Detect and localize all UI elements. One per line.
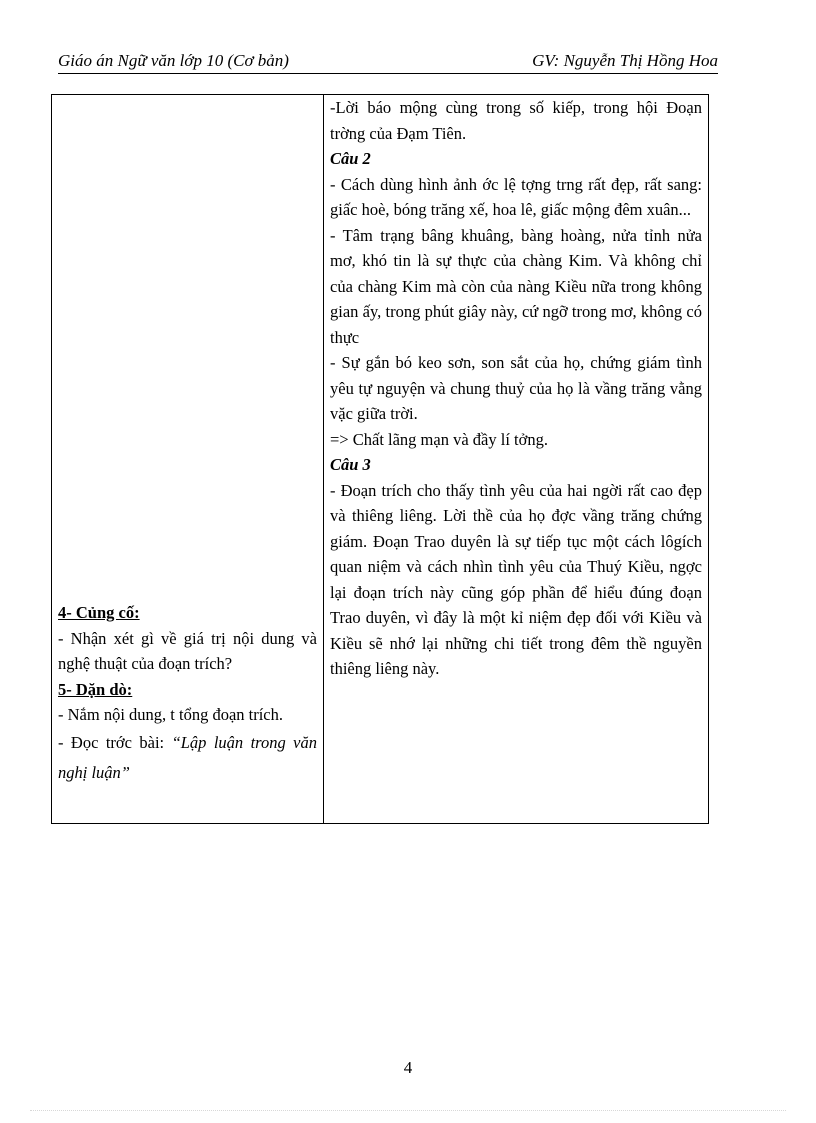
page-header	[58, 48, 718, 74]
section-4-text: - Nhận xét gì về giá trị nội dung và nghệ thuật của đoạn trích?	[58, 628, 317, 673]
page-number: 4	[403, 1058, 413, 1077]
intro-paragraph: -Lời báo mộng cùng trong số kiếp, trong hội Đoạn trờng của Đạm Tiên.	[330, 98, 702, 143]
page-bottom-divider	[30, 1110, 786, 1111]
section-5-text-1: - Nắm nội dung, t tổng đoạn trích.	[58, 705, 284, 724]
question-2-paragraph-3: - Sự gắn bó keo sơn, son sắt của họ, chứng giám tình yêu tự nguyện và chung thuỷ của họ là vầng trăng vằng vặc giữa trời.	[330, 353, 702, 423]
table-row	[52, 95, 709, 824]
question-3-paragraph: - Đoạn trích cho thấy tình yêu của hai ngời rất cao đẹp và thiêng liêng. Lời thề của họ đợc vầng trăng chứng giám. Đoạn Trao duyên là sự tiếp tục một cách lôgích quan niệm và cách nhìn tình yêu của Thuý Kiều, ngợc lại đoạn trích này cũng góp phần để hiểu đúng đoạn Trao duyên, vì đây là một kỉ niệm đẹp đối với Kiều và Kiều sẽ nhớ lại những chi tiết trong đêm thề nguyền thiêng liêng này.	[330, 480, 702, 678]
lesson-table	[51, 94, 709, 824]
question-2-paragraph-1: - Cách dùng hình ảnh ớc lệ tợng trng rất đẹp, rất sang: giấc hoè, bóng trăng xế, hoa lê, giấc mộng đêm xuân...	[330, 174, 702, 219]
question-2-title: Câu 2	[330, 149, 371, 168]
question-3-title: Câu 3	[330, 455, 371, 474]
question-2-paragraph-2: - Tâm trạng bâng khuâng, bàng hoàng, nửa tỉnh nửa mơ, khó tin là sự thực của chàng Kim. Và không chỉ của chàng Kim mà còn của nàng Kiều nữa trong không gian ấy, trong phút giây này, cứ ngỡ trong mơ, không có thực	[330, 225, 702, 347]
header-teacher-name: GV: Nguyễn Thị Hồng Hoa	[532, 51, 718, 70]
header-course-title: Giáo án Ngữ văn lớp 10 (Cơ bản)	[58, 51, 289, 70]
content-column	[324, 95, 709, 824]
activity-column	[52, 95, 324, 824]
section-4-title: 4- Củng cố:	[58, 603, 140, 622]
section-5-title: 5- Dặn dò:	[58, 679, 133, 699]
next-lesson-title: “Lập luận trong văn nghị luận”	[58, 732, 317, 782]
question-2-conclusion: => Chất lãng mạn và đầy lí tởng.	[330, 429, 548, 449]
section-5-text-2-prefix: - Đọc trớc bài:	[58, 732, 172, 752]
section-5-text-2	[58, 728, 317, 788]
